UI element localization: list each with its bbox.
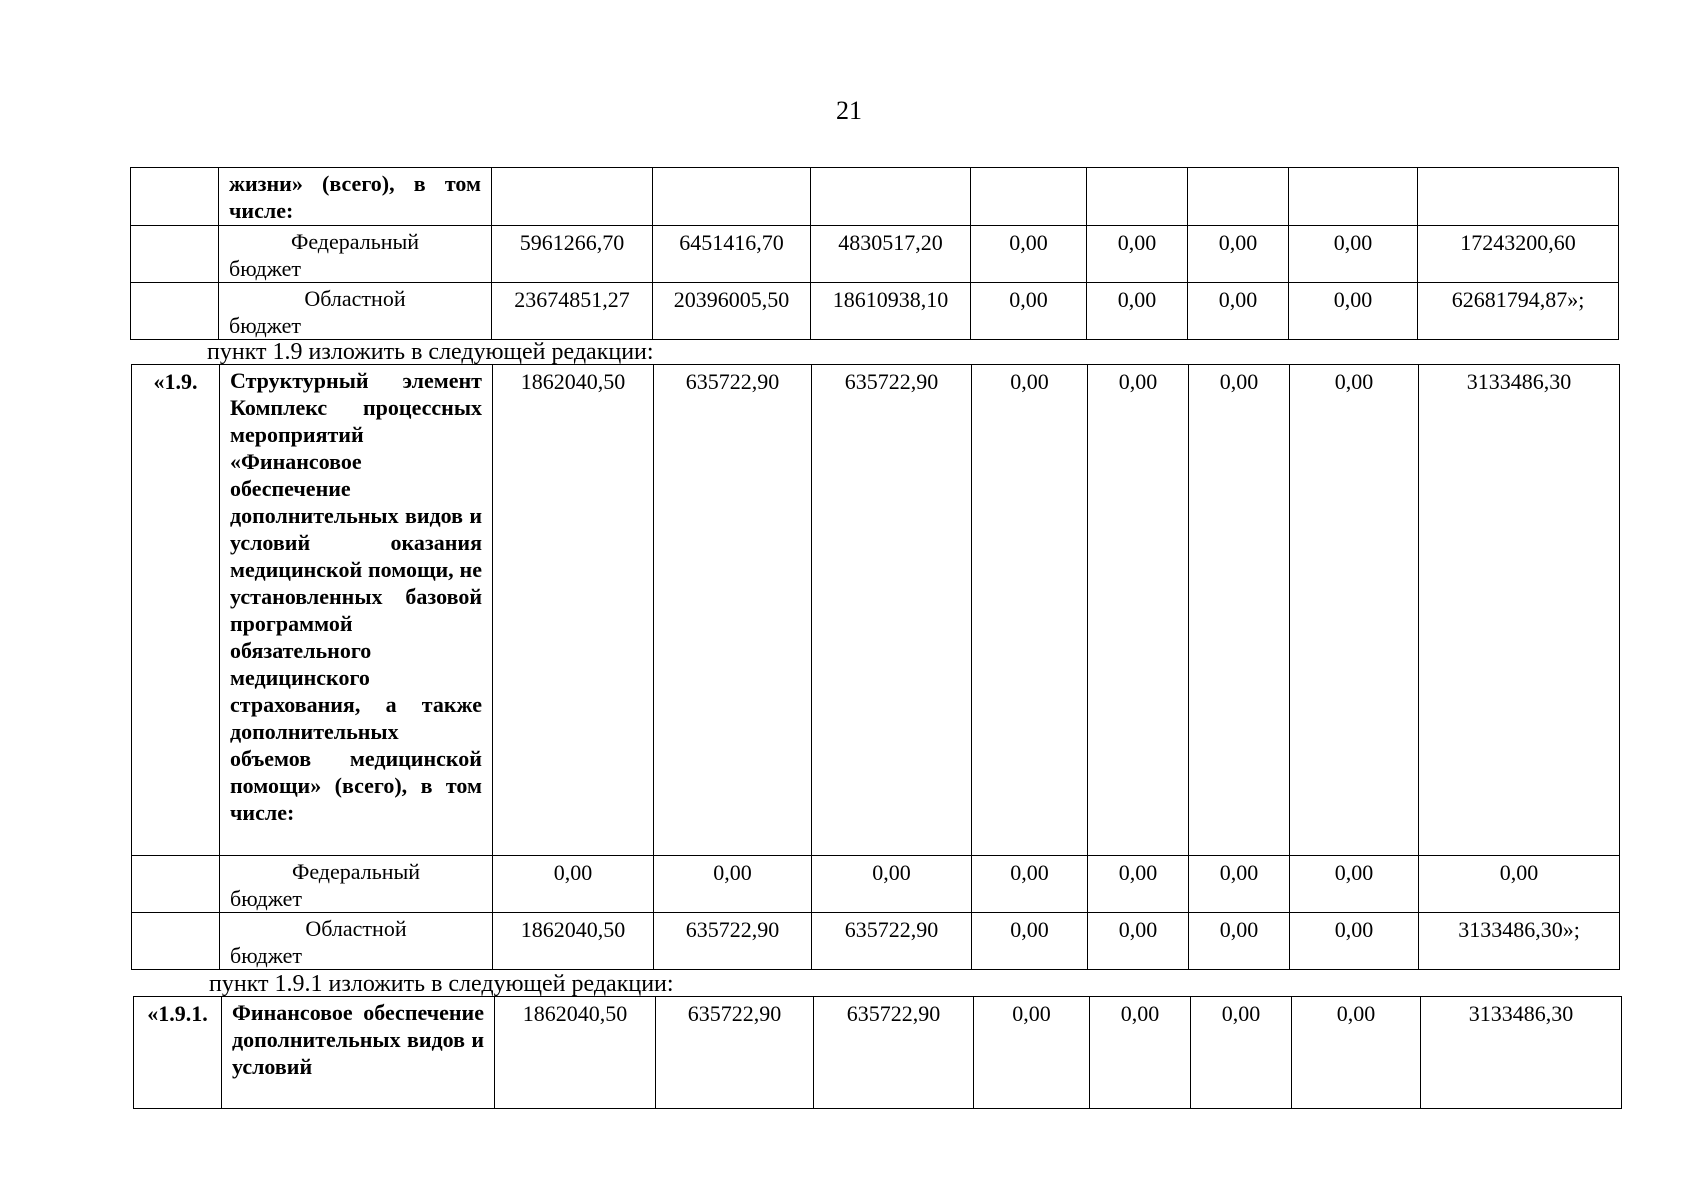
value-cell: 635722,90 (812, 365, 972, 856)
value-cell: 4830517,20 (811, 226, 971, 283)
value-cell: 0,00 (493, 856, 654, 913)
value-cell: 0,00 (1088, 365, 1189, 856)
value-cell: 6451416,70 (653, 226, 811, 283)
row-label: жизни» (всего), в том числе: (219, 168, 492, 226)
table-item-1-9 (131, 364, 1620, 970)
intro-text: пункт 1.9.1 изложить в следующей редакции: (209, 971, 674, 997)
table-item-1-9-1 (133, 996, 1622, 1109)
value-cell: 0,00 (1188, 226, 1289, 283)
value-cell: 635722,90 (812, 913, 972, 970)
row-label: Областной бюджет (220, 913, 493, 970)
value-cell: 635722,90 (656, 997, 814, 1109)
table-row (132, 365, 1620, 856)
value-cell: 0,00 (974, 997, 1090, 1109)
value-cell: 1862040,50 (493, 365, 654, 856)
value-cell: 0,00 (1090, 997, 1191, 1109)
value-cell: 0,00 (1290, 856, 1419, 913)
value-cell: 0,00 (1290, 365, 1419, 856)
value-cell: 0,00 (1189, 365, 1290, 856)
total-cell: 3133486,30 (1421, 997, 1622, 1109)
table-row (132, 913, 1620, 970)
value-cell: 0,00 (1191, 997, 1292, 1109)
row-label: Структурный элемент Комплекс процессных мероприятий «Финансовое обеспечение дополнительных видов и условий оказания медицинской помощи, не установленных базовой программой обязательного медицинского страхования, а также дополнительных объемов медицинской помощи» (всего), в том числе: (220, 365, 493, 856)
value-cell: 1862040,50 (493, 913, 654, 970)
id-cell (132, 856, 220, 913)
table-row (131, 226, 1619, 283)
value-cell: 0,00 (1292, 997, 1421, 1109)
value-cell: 0,00 (971, 283, 1087, 340)
value-cell: 0,00 (1290, 913, 1419, 970)
value-cell: 0,00 (1289, 226, 1418, 283)
value-cell: 635722,90 (654, 913, 812, 970)
value-cell: 635722,90 (814, 997, 974, 1109)
value-cell: 1862040,50 (495, 997, 656, 1109)
value-cell: 635722,90 (654, 365, 812, 856)
table-row (131, 283, 1619, 340)
item-number: «1.9. (132, 365, 220, 856)
value-cell: 0,00 (1087, 283, 1188, 340)
value-cell: 23674851,27 (492, 283, 653, 340)
total-cell: 17243200,60 (1418, 226, 1619, 283)
table-row (131, 168, 1619, 226)
row-label: Областной бюджет (219, 283, 492, 340)
total-cell: 0,00 (1419, 856, 1620, 913)
value-cell: 0,00 (1189, 856, 1290, 913)
total-cell: 3133486,30 (1419, 365, 1620, 856)
row-label: Федеральный бюджет (220, 856, 493, 913)
value-cell: 0,00 (1087, 226, 1188, 283)
intro-text: пункт 1.9 изложить в следующей редакции: (207, 339, 654, 365)
value-cell: 5961266,70 (492, 226, 653, 283)
value-cell: 0,00 (1289, 283, 1418, 340)
value-cell: 0,00 (654, 856, 812, 913)
id-cell (131, 226, 219, 283)
id-cell (131, 168, 219, 226)
id-cell (132, 913, 220, 970)
value-cell: 0,00 (1088, 856, 1189, 913)
table-row (134, 997, 1622, 1109)
total-cell: 62681794,87»; (1418, 283, 1619, 340)
value-cell: 0,00 (1188, 283, 1289, 340)
value-cell: 0,00 (972, 365, 1088, 856)
value-cell: 18610938,10 (811, 283, 971, 340)
row-label: Финансовое обеспечение дополнительных видов и условий (222, 997, 495, 1109)
value-cell: 0,00 (972, 913, 1088, 970)
value-cell: 0,00 (1189, 913, 1290, 970)
value-cell: 0,00 (1088, 913, 1189, 970)
row-label: Федеральный бюджет (219, 226, 492, 283)
item-number: «1.9.1. (134, 997, 222, 1109)
value-cell: 0,00 (971, 226, 1087, 283)
total-cell: 3133486,30»; (1419, 913, 1620, 970)
value-cell: 20396005,50 (653, 283, 811, 340)
page-number: 21 (836, 96, 862, 125)
table-row (132, 856, 1620, 913)
id-cell (131, 283, 219, 340)
value-cell: 0,00 (812, 856, 972, 913)
table-continuation (130, 167, 1619, 340)
value-cell: 0,00 (972, 856, 1088, 913)
